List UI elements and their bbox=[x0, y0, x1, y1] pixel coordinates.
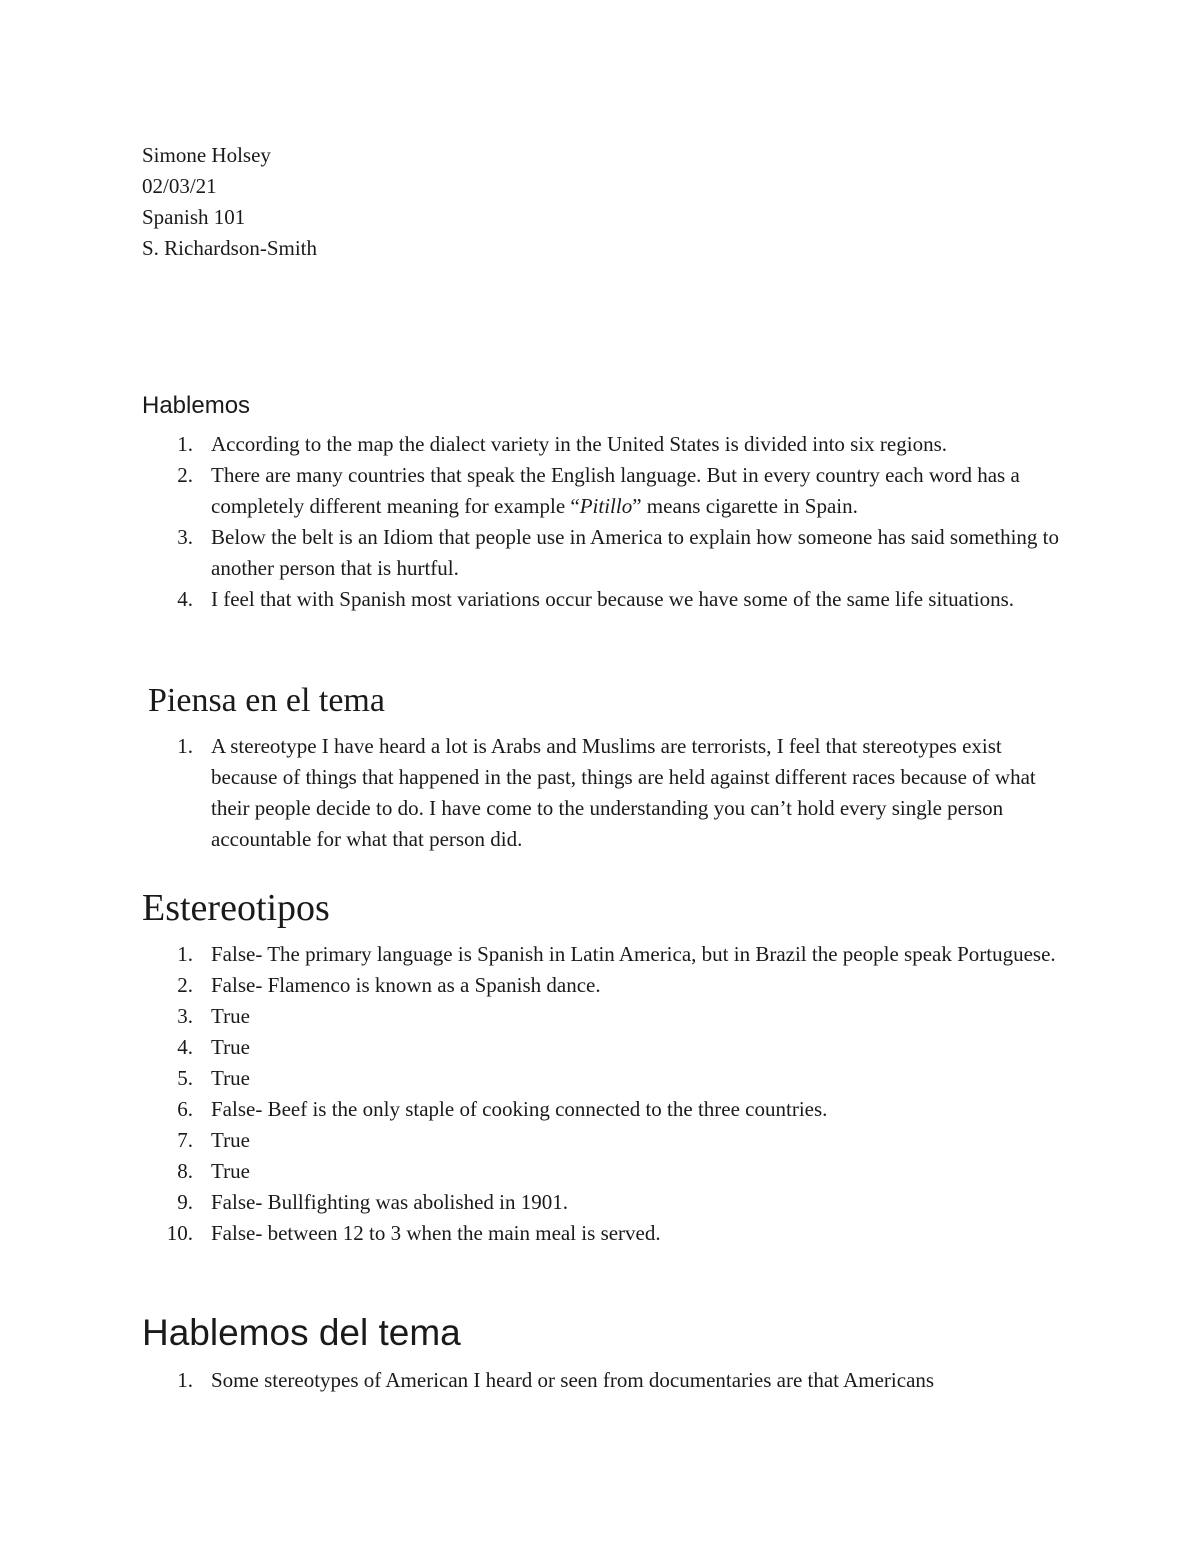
list-number: 3. bbox=[177, 1004, 193, 1028]
list-item bbox=[0, 1032, 1061, 1063]
list-number: 1. bbox=[177, 942, 193, 966]
list-item bbox=[0, 460, 1061, 522]
list-text: True bbox=[211, 1066, 250, 1090]
list-text: A stereotype I have heard a lot is Arabs and Muslims are terrorists, I feel that stereotypes exist because of things that happened in the past, things are held against different races because of what their people decide to do. I have come to the understanding you can’t hold every single person accountable for what that person did. bbox=[211, 734, 1036, 851]
assignment-date: 02/03/21 bbox=[142, 174, 217, 198]
section-title-estereotipos: Estereotipos bbox=[142, 887, 330, 929]
section-title-hablemos: Hablemos bbox=[142, 392, 251, 419]
list-text: True bbox=[211, 1128, 250, 1152]
course-name: Spanish 101 bbox=[142, 205, 246, 229]
list-item bbox=[0, 970, 1061, 1001]
list-text: True bbox=[211, 1035, 250, 1059]
list-item bbox=[0, 731, 1061, 855]
list-text: According to the map the dialect variety in the United States is divided into six regions. bbox=[211, 432, 948, 456]
list-text: I feel that with Spanish most variations occur because we have some of the same life situations. bbox=[211, 587, 1015, 611]
list-item bbox=[0, 429, 1061, 460]
list-item bbox=[0, 1218, 1061, 1249]
list-text: False- Flamenco is known as a Spanish dance. bbox=[211, 973, 601, 997]
list-item bbox=[0, 1125, 1061, 1156]
list-text: False- The primary language is Spanish in Latin America, but in Brazil the people speak Portuguese. bbox=[211, 942, 1056, 966]
list-number: 1. bbox=[177, 734, 193, 758]
list-number: 4. bbox=[177, 1035, 193, 1059]
list-number: 10. bbox=[166, 1221, 193, 1245]
list-text: Below the belt is an Idiom that people use in America to explain how someone has said something to another person that is hurtful. bbox=[211, 525, 1059, 580]
list-text: True bbox=[211, 1004, 250, 1028]
list-number: 9. bbox=[177, 1190, 193, 1214]
list-item bbox=[0, 1094, 1061, 1125]
list-text: False- between 12 to 3 when the main meal is served. bbox=[211, 1221, 661, 1245]
list-number: 6. bbox=[177, 1097, 193, 1121]
student-header bbox=[142, 140, 317, 264]
list-item bbox=[0, 1365, 1061, 1396]
list-text: False- Beef is the only staple of cooking connected to the three countries. bbox=[211, 1097, 828, 1121]
list-item bbox=[0, 522, 1061, 584]
section-title-piensa: Piensa en el tema bbox=[148, 682, 385, 719]
list-number: 1. bbox=[177, 432, 193, 456]
list-number: 8. bbox=[177, 1159, 193, 1183]
list-item bbox=[0, 1063, 1061, 1094]
student-name: Simone Holsey bbox=[142, 143, 271, 167]
list-text: False- Bullfighting was abolished in 1901. bbox=[211, 1190, 568, 1214]
list-text-part: ” means cigarette in Spain. bbox=[632, 494, 858, 518]
list-number: 4. bbox=[177, 587, 193, 611]
list-estereotipos bbox=[0, 939, 1200, 1249]
list-item bbox=[0, 1156, 1061, 1187]
list-text-part: There are many countries that speak the English language. But in every country each word has a completely different meaning for example “ bbox=[211, 463, 1020, 518]
instructor-name: S. Richardson-Smith bbox=[142, 236, 318, 260]
list-text bbox=[211, 463, 1020, 518]
list-number: 3. bbox=[177, 525, 193, 549]
list-text: True bbox=[211, 1159, 250, 1183]
list-piensa bbox=[0, 731, 1200, 855]
list-item bbox=[0, 1001, 1061, 1032]
emphasized-word: Pitillo bbox=[579, 494, 633, 518]
list-hablemos bbox=[0, 429, 1200, 615]
list-item bbox=[0, 939, 1061, 970]
list-number: 7. bbox=[177, 1128, 193, 1152]
list-number: 2. bbox=[177, 463, 193, 487]
list-item bbox=[0, 1187, 1061, 1218]
list-number: 1. bbox=[177, 1368, 193, 1392]
list-item bbox=[0, 584, 1061, 615]
list-hablemos-del-tema bbox=[0, 1365, 1200, 1396]
list-number: 2. bbox=[177, 973, 193, 997]
list-text: Some stereotypes of American I heard or seen from documentaries are that Americans bbox=[211, 1368, 935, 1392]
list-number: 5. bbox=[177, 1066, 193, 1090]
section-title-hablemos-del-tema: Hablemos del tema bbox=[142, 1312, 461, 1353]
